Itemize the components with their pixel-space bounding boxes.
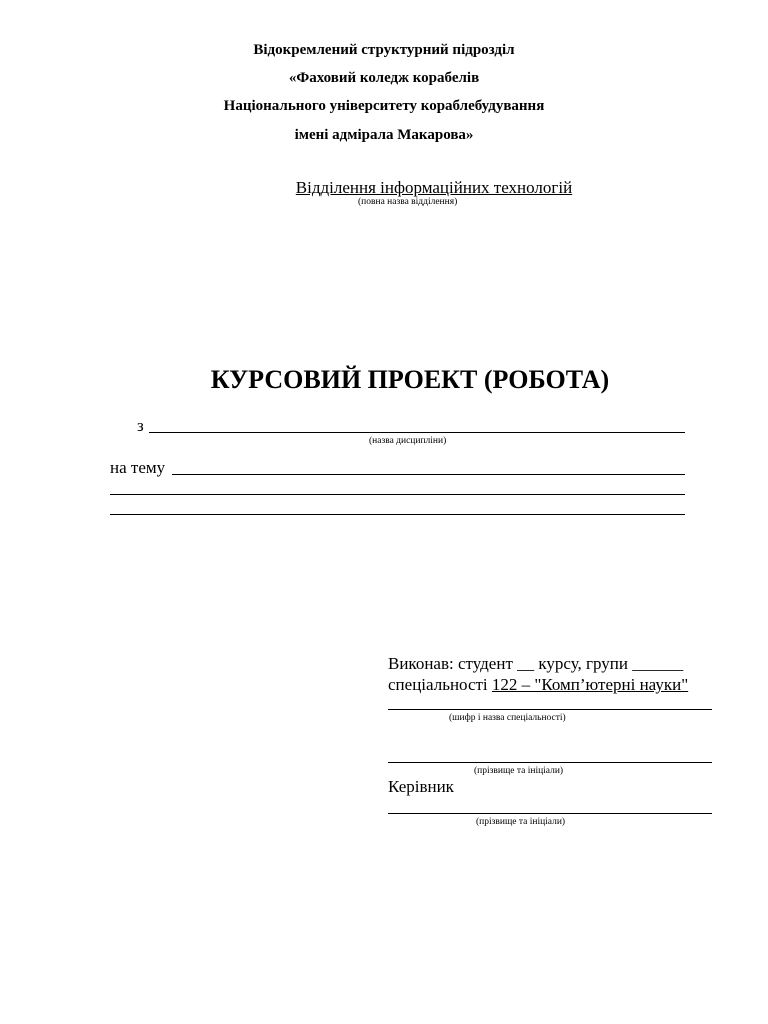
institution-line-3: Національного університету кораблебудування [223, 98, 545, 114]
discipline-prefix: з [137, 416, 144, 435]
topic-line-1 [172, 474, 685, 475]
student-name-caption: (прізвище та ініціали) [474, 766, 564, 776]
topic-line-3 [110, 514, 685, 515]
specialty-line [388, 709, 712, 710]
topic-prefix: на тему [110, 458, 166, 477]
institution-line-2: «Фаховий коледж корабелів [288, 70, 480, 86]
supervisor-name-caption: (прізвище та ініціали) [476, 817, 566, 827]
department-caption: (повна назва відділення) [358, 197, 458, 207]
specialty-value: 122 – "Комп’ютерні науки" [491, 675, 689, 694]
document-title: КУРСОВИЙ ПРОЕКТ (РОБОТА) [210, 365, 610, 394]
department-name-text: Відділення інформаційних технологій [295, 178, 573, 197]
institution-line-4: імені адмірала Макарова» [294, 127, 474, 143]
institution-line-1: Відокремлений структурний підрозділ [253, 42, 515, 58]
supervisor-name-line [388, 813, 712, 814]
specialty-caption: (шифр і назва спеціальності) [449, 713, 566, 723]
specialty-prefix: спеціальності [388, 675, 488, 694]
department-name [0, 178, 768, 198]
discipline-line [149, 432, 685, 433]
topic-line-2 [110, 494, 685, 495]
supervisor-label: Керівник [388, 777, 454, 796]
specialty-row [388, 675, 688, 695]
performed-by: Виконав: студент __ курсу, групи ______ [388, 654, 684, 673]
student-name-line [388, 762, 712, 763]
discipline-caption: (назва дисципліни) [369, 436, 447, 446]
